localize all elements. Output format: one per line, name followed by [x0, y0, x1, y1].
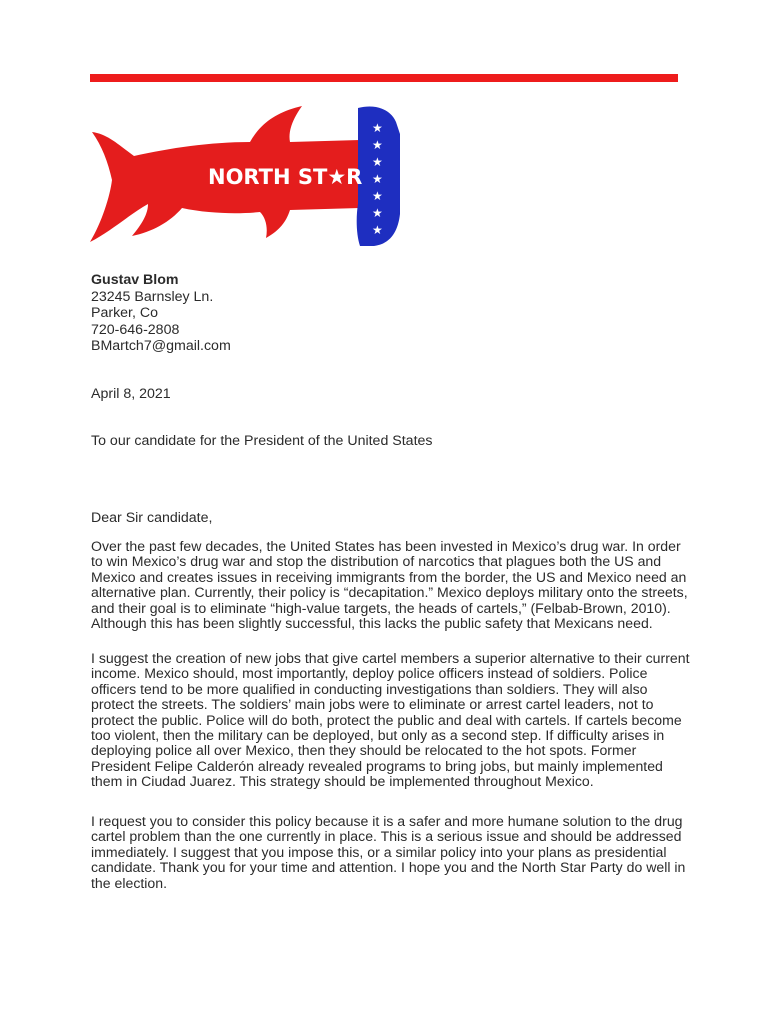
svg-text:★: ★	[372, 155, 383, 169]
svg-text:★: ★	[372, 172, 383, 186]
svg-text:★: ★	[372, 138, 383, 152]
letter-date: April 8, 2021	[91, 386, 171, 402]
sender-email: BMartch7@gmail.com	[91, 338, 231, 354]
sender-name: Gustav Blom	[91, 272, 179, 288]
logo-text: NORTH ST★R	[208, 165, 363, 189]
greeting: Dear Sir candidate,	[91, 510, 213, 526]
north-star-logo	[90, 104, 410, 254]
sender-block	[91, 272, 231, 355]
body-paragraph-2: I suggest the creation of new jobs that give cartel members a superior alternative to their current income. Mexico should, most importantly, deploy police officers instead of soldiers. Police officers tend to be more qualified in conducting investigations than soldiers. They will also protect the streets. The soldiers’ main jobs were to eliminate or arrest cartel leaders, not to protect the public. Police will do both, protect the public and deal with cartels. If cartels become too violent, then the military can be deployed, but only as a second step. If difficulty arises in deploying police all over Mexico, then they should be relocated to the hot spots. Former President Felipe Calderón already revealed programs to bring jobs, but mainly implemented them in Ciudad Juarez. This strategy should be implemented throughout Mexico.	[91, 650, 690, 790]
svg-text:★: ★	[372, 189, 383, 203]
svg-text:★: ★	[372, 206, 383, 220]
header-rule	[90, 74, 678, 82]
svg-text:★: ★	[372, 121, 383, 135]
recipient-line: To our candidate for the President of the United States	[91, 433, 433, 449]
body-paragraph-3: I request you to consider this policy because it is a safer and more humane solution to the drug cartel problem than the one currently in place. This is a serious issue and should be addressed immediately. I suggest that you impose this, or a similar policy into your plans as presidential candidate. Thank you for your time and attention. I hope you and the North Star Party do well in the election.	[91, 813, 686, 891]
shark-flag-icon	[90, 104, 410, 254]
sender-phone: 720-646-2808	[91, 321, 180, 338]
svg-text:★: ★	[372, 223, 383, 237]
sender-city: Parker, Co	[91, 305, 159, 321]
body-paragraph-1: Over the past few decades, the United States has been invested in Mexico’s drug war. In order to win Mexico’s drug war and stop the distribution of narcotics that plagues both the US and Mexico and creates issues in receiving immigrants from the border, the US and Mexico need an alternative plan. Currently, their policy is “decapitation.” Mexico deploys military onto the streets, and their goal is to eliminate “high-value targets, the heads of cartels,” (Felbab-Brown, 2010). Although this has been slightly successful, this lacks the public safety that Mexicans need.	[91, 538, 688, 632]
sender-address: 23245 Barnsley Ln.	[91, 288, 214, 305]
